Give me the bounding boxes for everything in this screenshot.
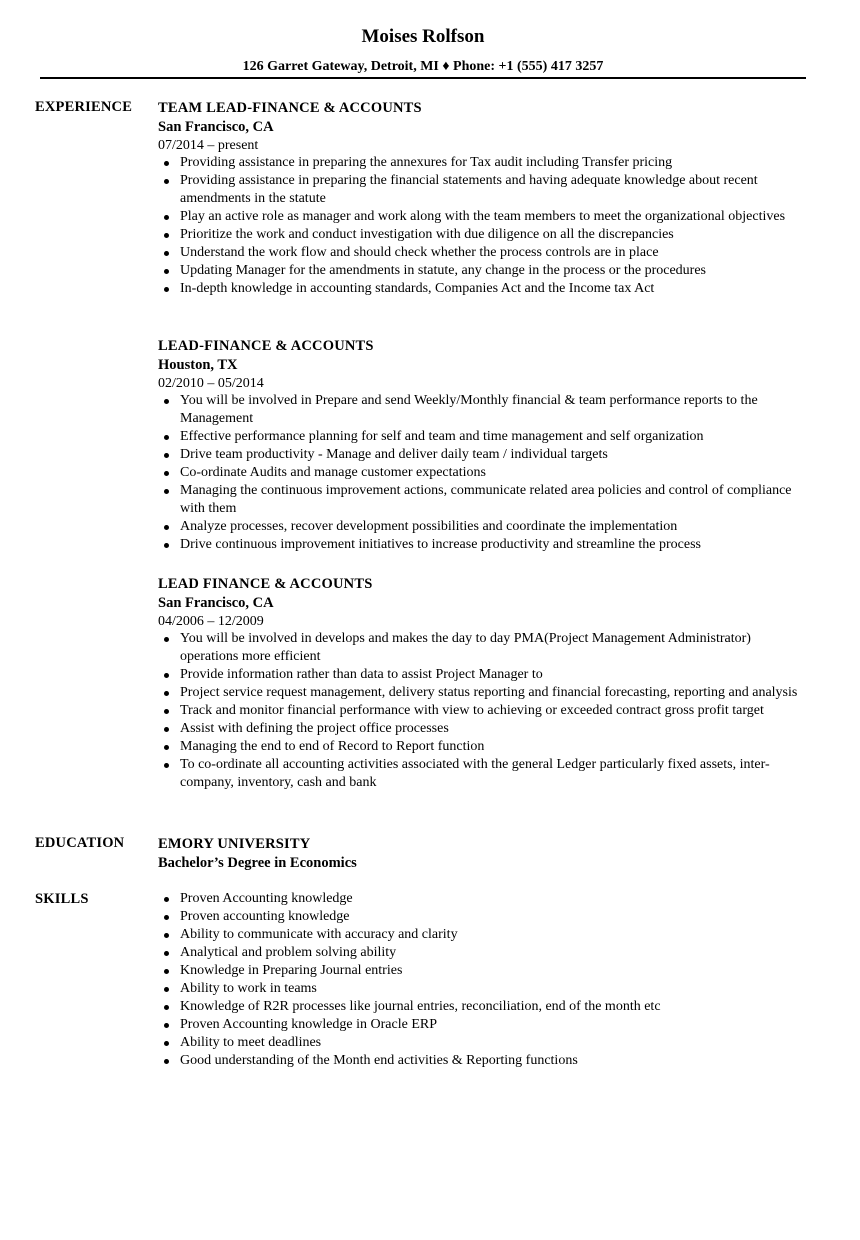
list-item (158, 720, 808, 738)
bullet-icon (164, 709, 169, 714)
list-item (158, 980, 808, 998)
job-entry (158, 337, 808, 554)
bullet-text: Effective performance planning for self and team and time management and self organization (180, 429, 704, 444)
education-heading: EDUCATION (35, 835, 125, 851)
list-item (158, 944, 808, 962)
list-item (158, 962, 808, 980)
bullet-text: You will be involved in Prepare and send Weekly/Monthly financial & team performance reports to the Management (180, 393, 758, 426)
bullet-icon (164, 287, 169, 292)
list-item (158, 756, 808, 792)
list-item (158, 428, 808, 446)
list-item (158, 890, 808, 908)
list-item (158, 280, 808, 298)
bullet-icon (164, 251, 169, 256)
list-item (158, 738, 808, 756)
list-item (158, 154, 808, 172)
skills-heading: SKILLS (35, 891, 89, 907)
bullet-icon (164, 233, 169, 238)
bullet-text: Analyze processes, recover development possibilities and coordinate the implementation (180, 519, 678, 534)
list-item (158, 666, 808, 684)
bullet-icon (164, 1023, 169, 1028)
list-item (158, 908, 808, 926)
degree: Bachelor’s Degree in Economics (158, 855, 357, 871)
bullet-icon (164, 399, 169, 404)
skill-text: Analytical and problem solving ability (180, 945, 397, 960)
list-item (158, 446, 808, 464)
skills-list-container (158, 890, 808, 1070)
skill-text: Good understanding of the Month end activities & Reporting functions (180, 1053, 578, 1068)
bullet-icon (164, 951, 169, 956)
bullet-text: Project service request management, delivery status reporting and financial forecasting, reporting and analysis (180, 685, 798, 700)
job-dates: 02/2010 – 05/2014 (158, 376, 264, 391)
job-bullets (158, 392, 808, 554)
bullet-icon (164, 489, 169, 494)
job-title: TEAM LEAD-FINANCE & ACCOUNTS (158, 100, 422, 116)
bullet-icon (164, 637, 169, 642)
job-dates: 04/2006 – 12/2009 (158, 614, 264, 629)
job-title: LEAD FINANCE & ACCOUNTS (158, 576, 373, 592)
bullet-icon (164, 435, 169, 440)
bullet-icon (164, 525, 169, 530)
bullet-text: Prioritize the work and conduct investigation with due diligence on all the discrepancies (180, 227, 674, 242)
list-item (158, 392, 808, 428)
bullet-icon (164, 987, 169, 992)
bullet-text: In-depth knowledge in accounting standards, Companies Act and the Income tax Act (180, 281, 655, 296)
bullet-icon (164, 673, 169, 678)
list-item (158, 1016, 808, 1034)
job-entry (158, 99, 808, 298)
bullet-text: Managing the end to end of Record to Report function (180, 739, 485, 754)
skill-text: Ability to communicate with accuracy and clarity (180, 927, 458, 942)
list-item (158, 702, 808, 720)
job-dates: 07/2014 – present (158, 138, 259, 153)
bullet-icon (164, 269, 169, 274)
bullet-text: Managing the continuous improvement actions, communicate related area policies and control of compliance with them (180, 483, 792, 516)
bullet-icon (164, 543, 169, 548)
bullet-icon (164, 1005, 169, 1010)
bullet-text: Drive continuous improvement initiatives to increase productivity and streamline the process (180, 537, 701, 552)
school-name: EMORY UNIVERSITY (158, 836, 311, 852)
list-item (158, 226, 808, 244)
bullet-text: Updating Manager for the amendments in statute, any change in the process or the procedures (180, 263, 706, 278)
bullet-text: Play an active role as manager and work along with the team members to meet the organizational objectives (180, 209, 786, 224)
bullet-icon (164, 215, 169, 220)
list-item (158, 536, 808, 554)
bullet-text: Track and monitor financial performance with view to achieving or exceeded contract gross profit target (180, 703, 764, 718)
list-item (158, 684, 808, 702)
list-item (158, 1034, 808, 1052)
job-location: Houston, TX (158, 357, 238, 373)
contact-line: 126 Garret Gateway, Detroit, MI ♦ Phone: +1 (555) 417 3257 (242, 59, 604, 74)
list-item (158, 998, 808, 1016)
candidate-name: Moises Rolfson (361, 26, 485, 47)
list-item (158, 630, 808, 666)
skill-text: Proven Accounting knowledge in Oracle ERP (180, 1017, 438, 1032)
bullet-icon (164, 727, 169, 732)
list-item (158, 244, 808, 262)
bullet-text: Co-ordinate Audits and manage customer expectations (180, 465, 486, 480)
list-item (158, 518, 808, 536)
skill-text: Knowledge of R2R processes like journal entries, reconciliation, end of the month etc (180, 999, 661, 1014)
bullet-text: Providing assistance in preparing the annexures for Tax audit including Transfer pricing (180, 155, 673, 170)
list-item (158, 926, 808, 944)
job-title: LEAD-FINANCE & ACCOUNTS (158, 338, 374, 354)
job-bullets (158, 630, 808, 792)
bullet-text: Understand the work flow and should check whether the process controls are in place (180, 245, 659, 260)
list-item (158, 262, 808, 280)
skill-text: Knowledge in Preparing Journal entries (180, 963, 403, 978)
bullet-icon (164, 691, 169, 696)
bullet-icon (164, 179, 169, 184)
job-location: San Francisco, CA (158, 119, 274, 135)
bullet-icon (164, 1041, 169, 1046)
bullet-icon (164, 969, 169, 974)
list-item (158, 482, 808, 518)
bullet-icon (164, 915, 169, 920)
header-divider (40, 77, 806, 79)
bullet-text: Providing assistance in preparing the financial statements and having adequate knowledge about recent amendments in the statute (180, 173, 758, 206)
bullet-icon (164, 453, 169, 458)
bullet-text: To co-ordinate all accounting activities associated with the general Ledger particularly fixed assets, inter-company, inventory, cash and bank (180, 757, 770, 790)
education-entry (158, 835, 808, 873)
job-location: San Francisco, CA (158, 595, 274, 611)
bullet-text: You will be involved in develops and makes the day to day PMA(Project Management Administrator) operations more efficient (180, 631, 751, 664)
bullet-text: Assist with defining the project office processes (180, 721, 449, 736)
list-item (158, 172, 808, 208)
skills-list (158, 890, 808, 1070)
list-item (158, 1052, 808, 1070)
bullet-icon (164, 933, 169, 938)
bullet-icon (164, 1059, 169, 1064)
experience-heading: EXPERIENCE (35, 99, 133, 115)
bullet-icon (164, 897, 169, 902)
job-bullets (158, 154, 808, 298)
job-entry (158, 575, 808, 792)
bullet-text: Provide information rather than data to assist Project Manager to (180, 667, 543, 682)
bullet-icon (164, 745, 169, 750)
list-item (158, 208, 808, 226)
list-item (158, 464, 808, 482)
bullet-text: Drive team productivity - Manage and deliver daily team / individual targets (180, 447, 608, 462)
bullet-icon (164, 763, 169, 768)
bullet-icon (164, 161, 169, 166)
skill-text: Proven accounting knowledge (180, 909, 350, 924)
bullet-icon (164, 471, 169, 476)
skill-text: Ability to work in teams (180, 981, 317, 996)
skill-text: Ability to meet deadlines (180, 1035, 322, 1050)
skill-text: Proven Accounting knowledge (180, 891, 353, 906)
